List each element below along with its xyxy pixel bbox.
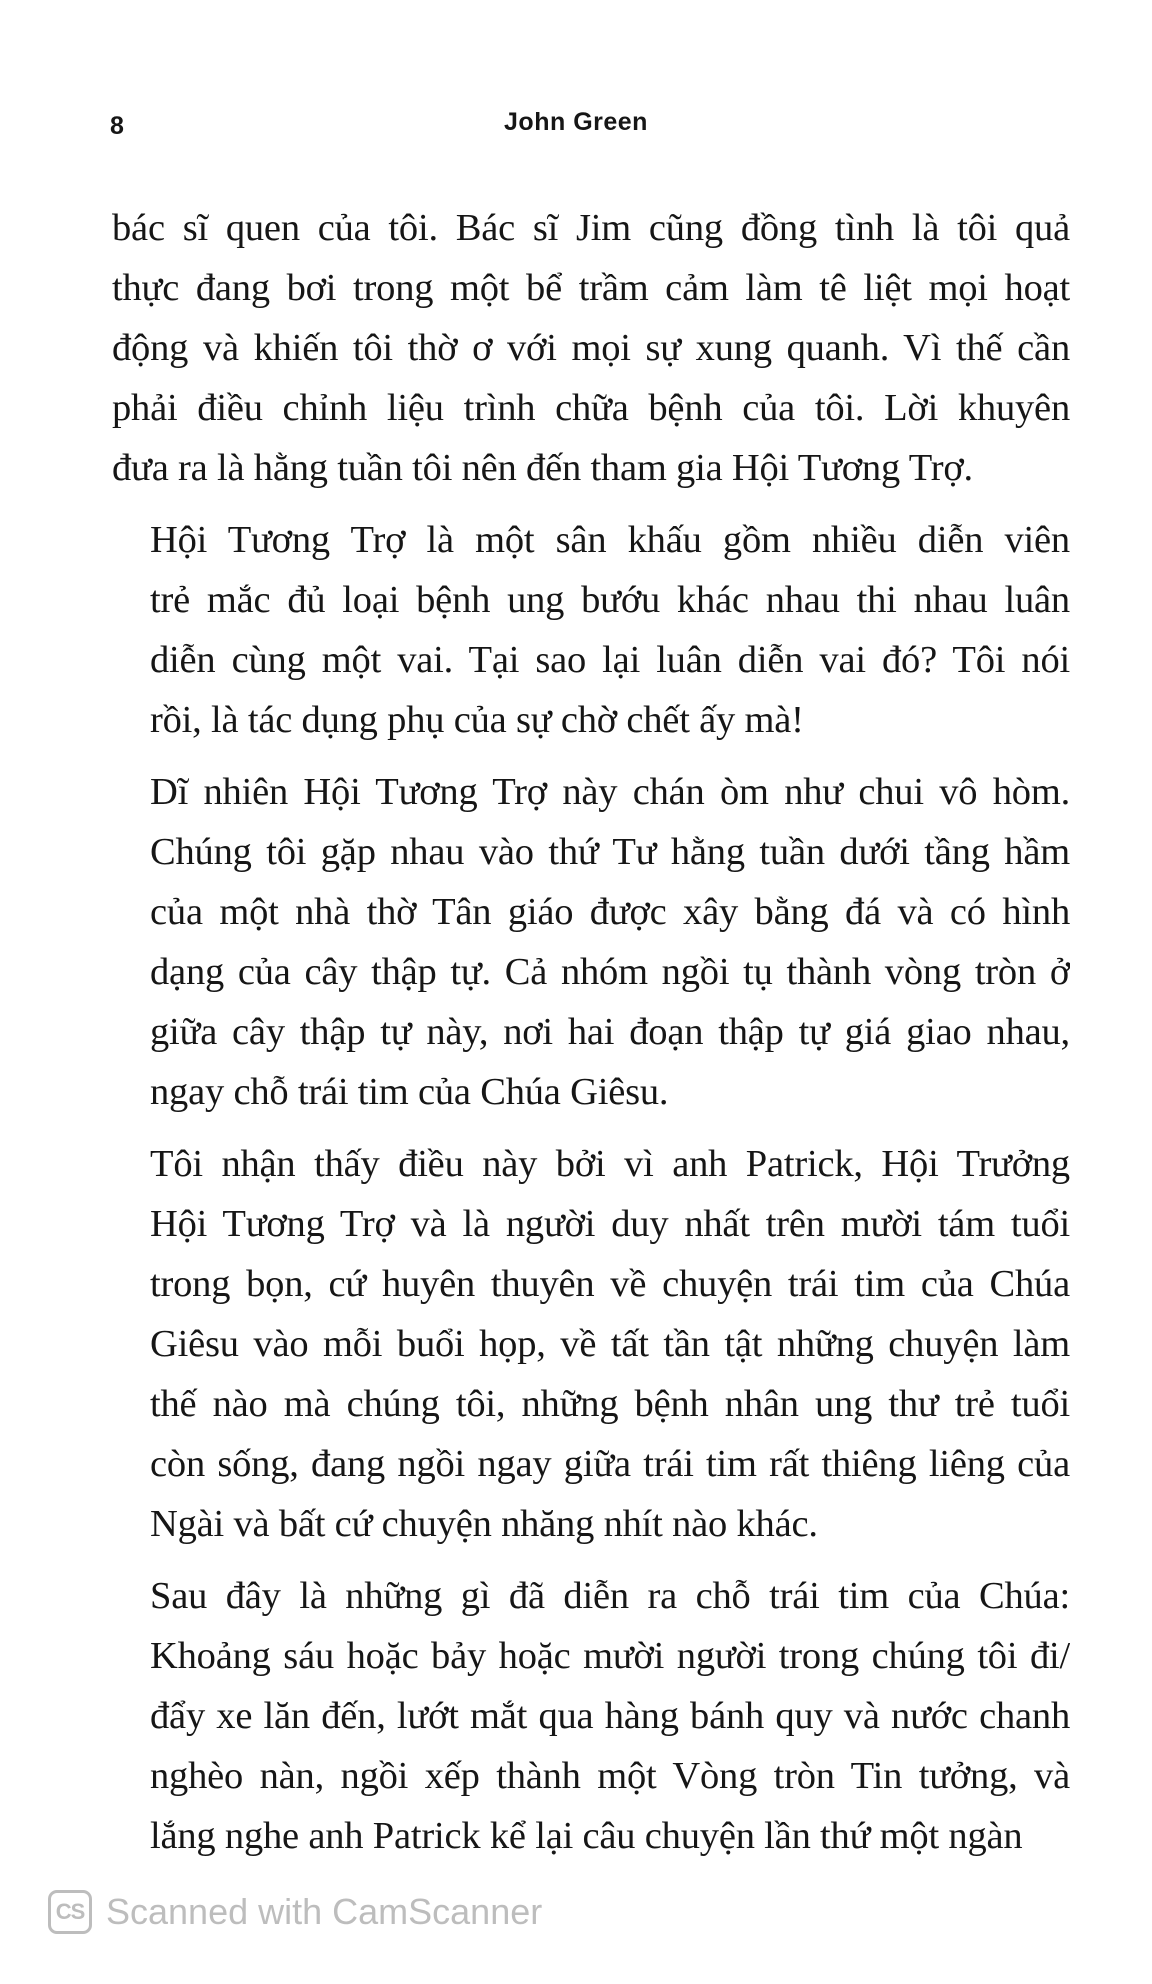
text-line: đưa ra là hằng tuần tôi nên đến tham gia Hội Tương Trợ. [112, 447, 973, 489]
running-header [110, 108, 1042, 148]
text-line: dạng của cây thập tự. Cả nhóm ngồi tụ thành vòng tròn ở [150, 951, 1070, 993]
text-line: trong bọn, cứ huyên thuyên về chuyện trái tim của Chúa [150, 1263, 1070, 1305]
text-line: thực đang bơi trong một bể trầm cảm làm tê liệt mọi hoạt [112, 267, 1070, 309]
text-line: Chúng tôi gặp nhau vào thứ Tư hằng tuần dưới tầng hầm [150, 831, 1070, 873]
text-line: phải điều chỉnh liệu trình chữa bệnh của tôi. Lời khuyên [112, 387, 1070, 429]
text-line: ngay chỗ trái tim của Chúa Giêsu. [150, 1071, 669, 1113]
text-line: Sau đây là những gì đã diễn ra chỗ trái tim của Chúa: [150, 1575, 1070, 1617]
text-line: nghèo nàn, ngồi xếp thành một Vòng tròn Tin tưởng, và [150, 1755, 1070, 1797]
text-line: Dĩ nhiên Hội Tương Trợ này chán òm như chui vô hòm. [150, 771, 1070, 813]
watermark-text: Scanned with CamScanner [106, 1891, 543, 1932]
body-text [112, 198, 1070, 1878]
paragraph [112, 510, 1070, 750]
text-line: động và khiến tôi thờ ơ với mọi sự xung quanh. Vì thế cần [112, 327, 1070, 369]
text-line: Hội Tương Trợ là một sân khấu gồm nhiều diễn viên [150, 519, 1070, 561]
text-line: bác sĩ quen của tôi. Bác sĩ Jim cũng đồng tình là tôi quả [112, 207, 1070, 249]
text-line: Ngài và bất cứ chuyện nhăng nhít nào khác. [150, 1503, 818, 1545]
text-line: diễn cùng một vai. Tại sao lại luân diễn vai đó? Tôi nói [150, 639, 1070, 681]
text-line: thế nào mà chúng tôi, những bệnh nhân ung thư trẻ tuổi [150, 1383, 1070, 1425]
text-line: Giêsu vào mỗi buổi họp, về tất tần tật những chuyện làm [150, 1323, 1070, 1365]
text-line: Tôi nhận thấy điều này bởi vì anh Patrick, Hội Trưởng [150, 1143, 1070, 1185]
paragraph [112, 762, 1070, 1122]
paragraph [112, 198, 1070, 498]
text-line: trẻ mắc đủ loại bệnh ung bướu khác nhau thi nhau luân [150, 579, 1070, 621]
camscanner-logo-icon: CS [48, 1890, 92, 1934]
page-number: 8 [110, 112, 125, 140]
text-line: rồi, là tác dụng phụ của sự chờ chết ấy mà! [150, 699, 804, 741]
author-name: John Green [504, 108, 648, 136]
text-line: còn sống, đang ngồi ngay giữa trái tim rất thiêng liêng của [150, 1443, 1070, 1485]
text-line: đẩy xe lăn đến, lướt mắt qua hàng bánh quy và nước chanh [150, 1695, 1070, 1737]
text-line: lắng nghe anh Patrick kể lại câu chuyện lần thứ một ngàn [150, 1815, 1023, 1857]
paragraph [112, 1134, 1070, 1554]
text-line: giữa cây thập tự này, nơi hai đoạn thập tự giá giao nhau, [150, 1011, 1070, 1053]
text-line: Hội Tương Trợ và là người duy nhất trên mười tám tuổi [150, 1203, 1070, 1245]
camscanner-watermark [48, 1888, 542, 1936]
text-line: của một nhà thờ Tân giáo được xây bằng đá và có hình [150, 891, 1070, 933]
paragraph [112, 1566, 1070, 1866]
text-line: Khoảng sáu hoặc bảy hoặc mười người trong chúng tôi đi/ [150, 1635, 1070, 1677]
